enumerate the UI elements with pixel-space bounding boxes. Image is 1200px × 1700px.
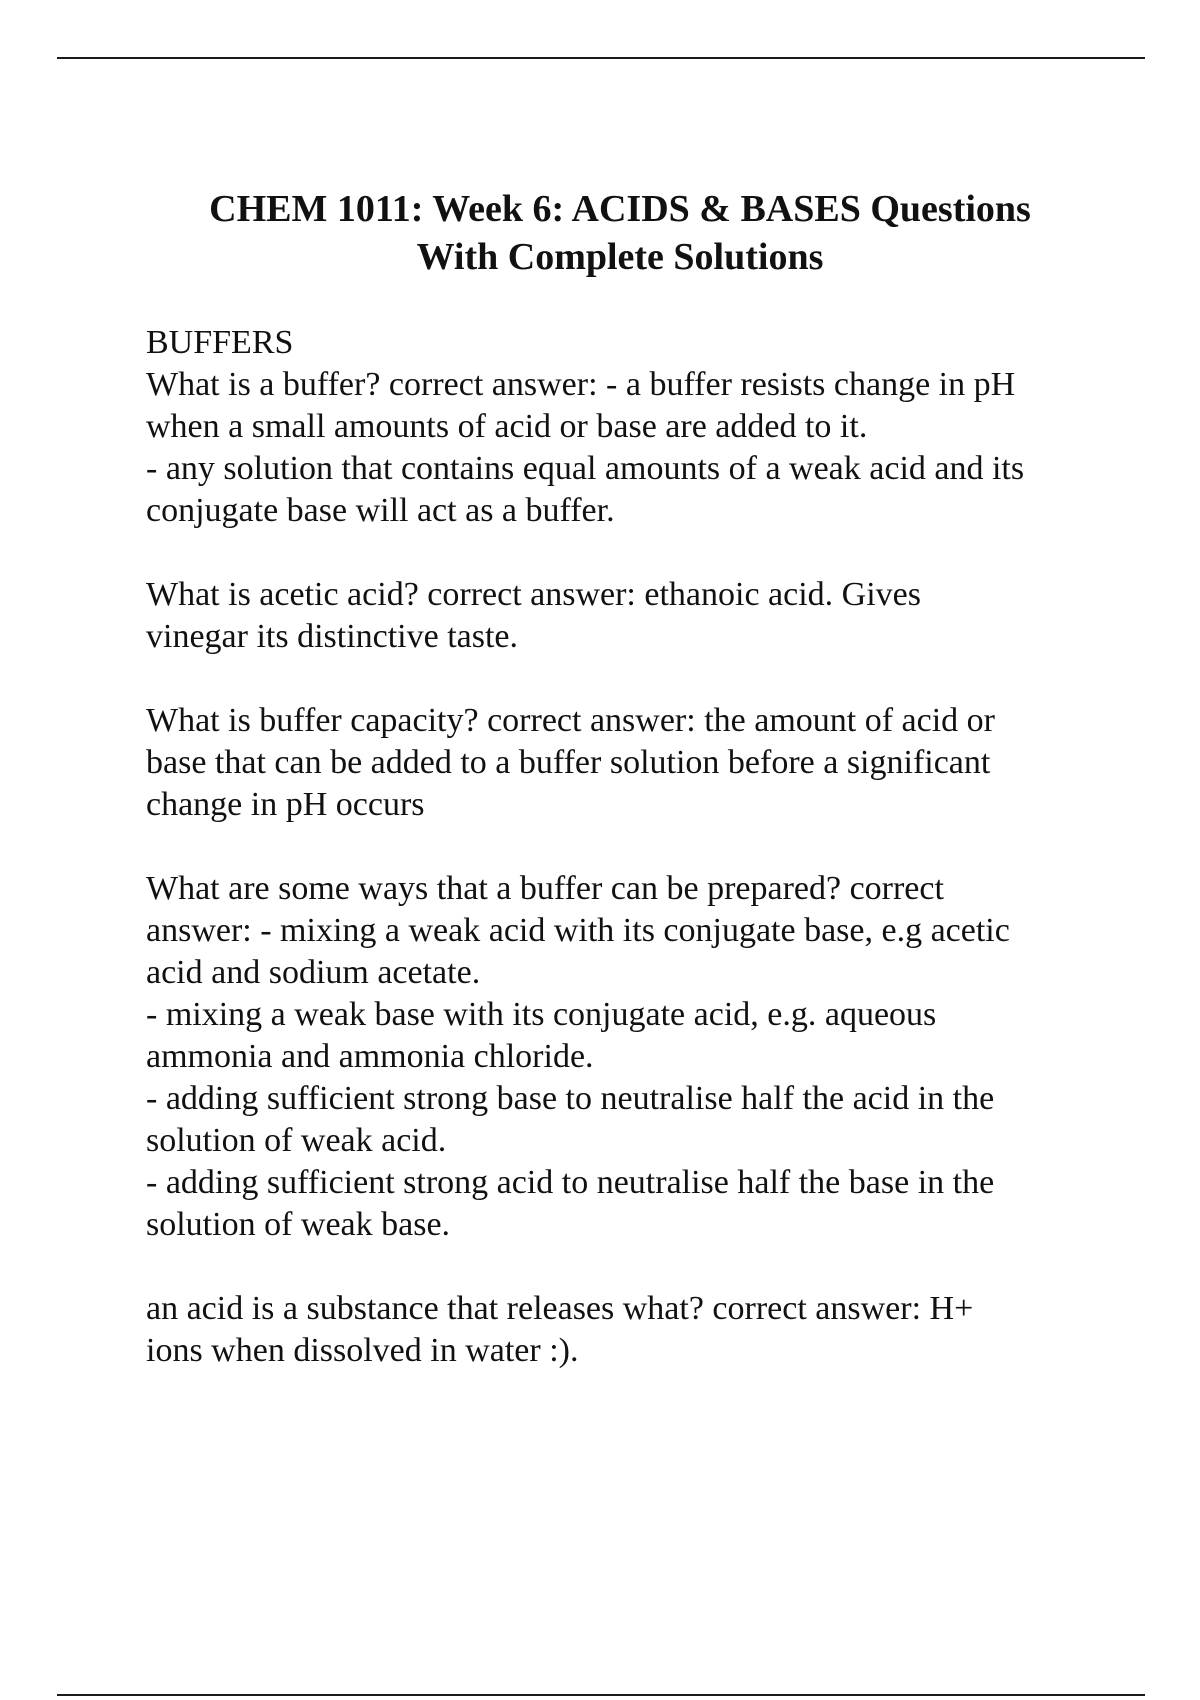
text-line: ions when dissolved in water :).	[146, 1332, 579, 1369]
text-line: conjugate base will act as a buffer.	[146, 492, 615, 529]
document-body	[146, 322, 1106, 1414]
text-line: when a small amounts of acid or base are added to it.	[146, 408, 868, 445]
text-line: - adding sufficient strong acid to neutralise half the base in the	[146, 1164, 995, 1201]
title-line-2: With Complete Solutions	[416, 236, 824, 278]
text-line: What is acetic acid? correct answer: ethanoic acid. Gives	[146, 576, 921, 613]
page-title	[120, 185, 1120, 281]
top-divider	[57, 57, 1145, 59]
text-line: What is a buffer? correct answer: - a buffer resists change in pH	[146, 366, 1016, 403]
text-line: vinegar its distinctive taste.	[146, 618, 519, 655]
text-line: change in pH occurs	[146, 786, 425, 823]
title-line-1: CHEM 1011: Week 6: ACIDS & BASES Questions	[209, 188, 1031, 230]
qa-item-acetic-acid	[146, 574, 1106, 658]
text-line: answer: - mixing a weak acid with its conjugate base, e.g acetic	[146, 912, 1010, 949]
text-line: solution of weak base.	[146, 1206, 451, 1243]
text-line: acid and sodium acetate.	[146, 954, 481, 991]
text-line: - any solution that contains equal amounts of a weak acid and its	[146, 450, 1025, 487]
text-line: ammonia and ammonia chloride.	[146, 1038, 594, 1075]
qa-item-buffer-preparation	[146, 868, 1106, 1246]
text-line: - mixing a weak base with its conjugate acid, e.g. aqueous	[146, 996, 937, 1033]
bottom-divider	[57, 1694, 1145, 1696]
text-line: What are some ways that a buffer can be prepared? correct	[146, 870, 944, 907]
qa-item-acid-definition	[146, 1288, 1106, 1372]
text-line: an acid is a substance that releases what? correct answer: H+	[146, 1290, 974, 1327]
qa-item-buffer	[146, 364, 1106, 532]
text-line: solution of weak acid.	[146, 1122, 447, 1159]
text-line: - adding sufficient strong base to neutralise half the acid in the	[146, 1080, 995, 1117]
qa-item-buffer-capacity	[146, 700, 1106, 826]
text-line: What is buffer capacity? correct answer: the amount of acid or	[146, 702, 995, 739]
text-line: base that can be added to a buffer solution before a significant	[146, 744, 991, 781]
section-heading: BUFFERS	[146, 324, 294, 361]
